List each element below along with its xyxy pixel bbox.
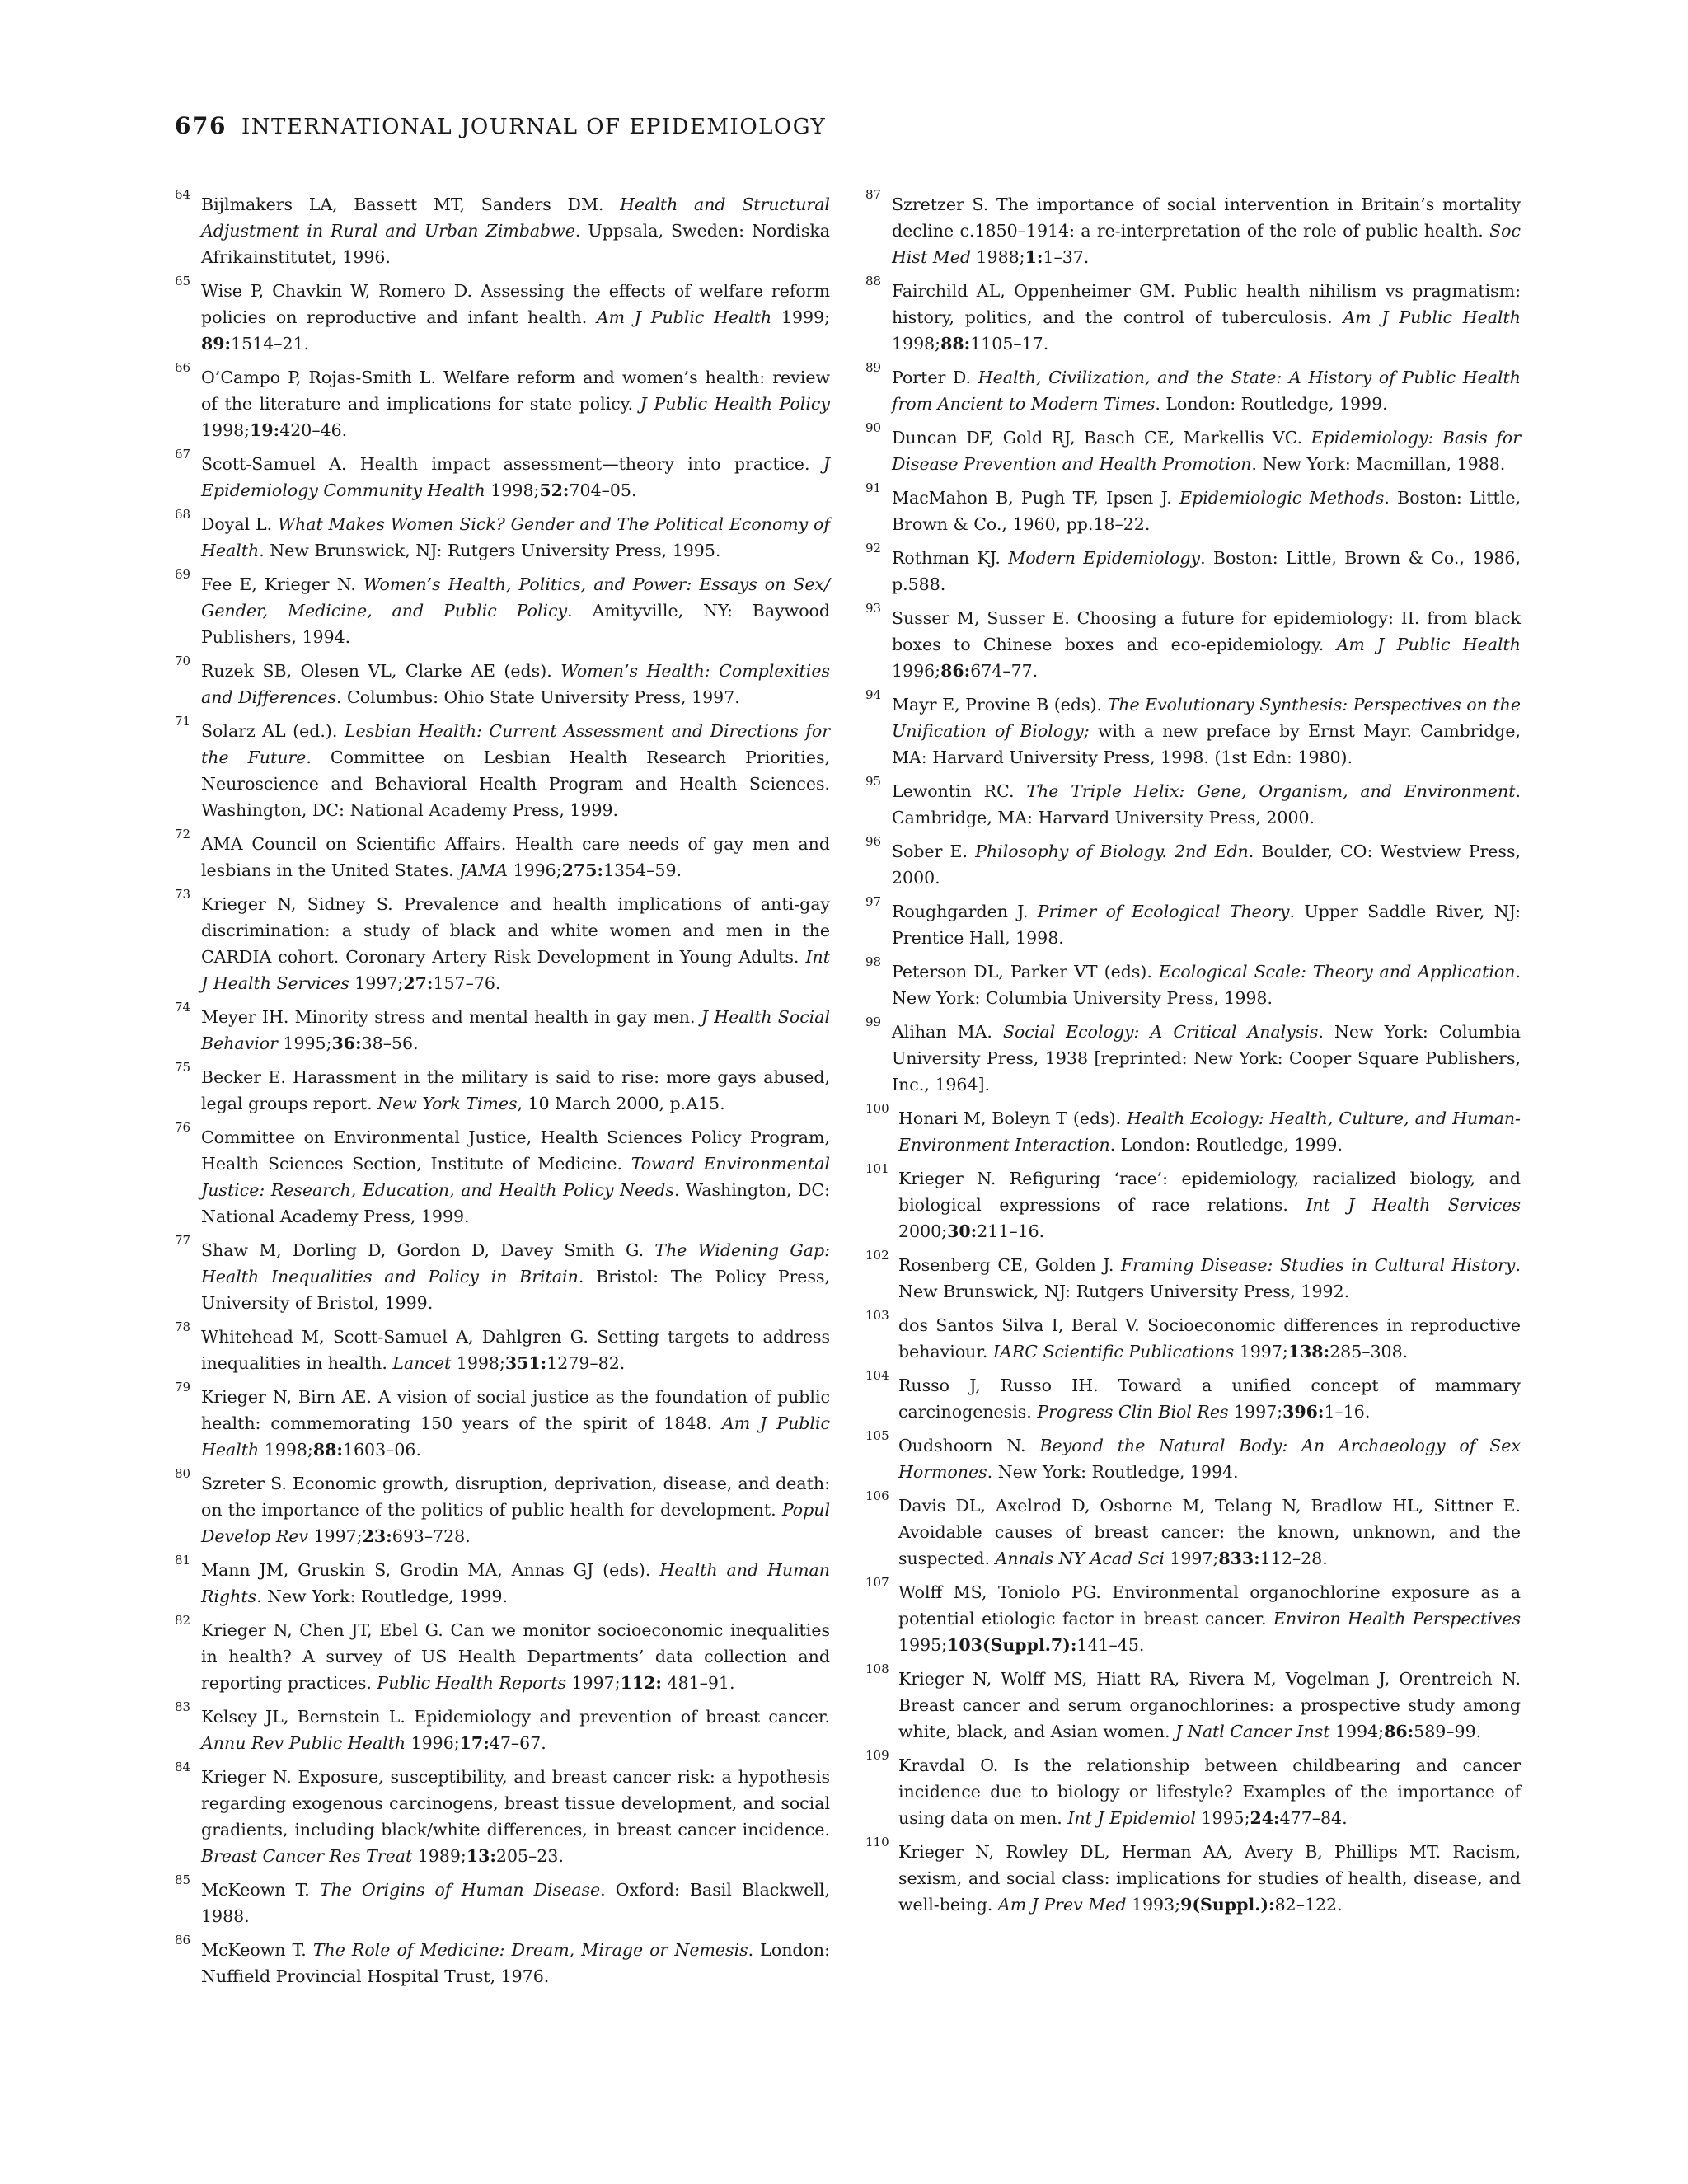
reference-entry: [175, 507, 830, 564]
reference-number: 68: [175, 507, 191, 522]
reference-text: Krieger N, Birn AE. A vision of social justice as the foundation of public health: commemorating 150 years of the spirit of 1848.: [201, 1387, 830, 1433]
reference-italic-text: Health and Structural Adjustment in Rural and Urban Zimbabwe: [201, 194, 830, 241]
reference-text: 1514–21.: [231, 334, 310, 354]
reference-text: . Amityville, NY: Baywood Publishers, 1994.: [201, 601, 830, 647]
reference-text: Fee E, Krieger N.: [201, 574, 363, 594]
reference-number: 72: [175, 827, 191, 841]
reference-number: 89: [865, 360, 882, 375]
reference-italic-text: Women’s Health: Complexities and Differences: [201, 661, 831, 707]
reference-text: . Boston: Little, Brown & Co., 1960, pp.18–22.: [892, 488, 1521, 534]
reference-entry: [865, 1308, 1521, 1365]
reference-volume: 86:: [1384, 1722, 1414, 1741]
reference-number: 75: [175, 1060, 191, 1075]
reference-number: 80: [175, 1466, 191, 1481]
reference-text: . Upper Saddle River, NJ: Prentice Hall, 1998.: [892, 902, 1521, 948]
reference-column-right: [865, 187, 1522, 1925]
reference-entry: [865, 687, 1522, 771]
reference-entry: [865, 187, 1521, 270]
reference-italic-text: Beyond the Natural Body: An Archaeology of Sex Hormones: [898, 1436, 1522, 1482]
reference-italic-text: Am J Public Health: [596, 307, 772, 327]
reference-number: 99: [865, 1015, 882, 1029]
reference-entry: [865, 834, 1521, 891]
reference-text: . Oxford: Basil Blackwell, 1988.: [201, 1880, 830, 1926]
reference-number: 105: [865, 1428, 889, 1443]
reference-number: 79: [175, 1380, 191, 1394]
reference-italic-text: New York Times: [377, 1094, 518, 1113]
reference-text: 704–05.: [569, 480, 637, 500]
reference-volume: 36:: [331, 1033, 362, 1053]
running-header: [175, 112, 826, 139]
reference-text: Scott-Samuel A. Health impact assessment—theory into practice.: [201, 454, 823, 474]
reference-text: Szretzer S. The importance of social intervention in Britain’s mortality decline c.1850–1914: a re-interpretation of the role of public health.: [892, 194, 1521, 241]
reference-number: 108: [865, 1661, 889, 1676]
reference-text: MacMahon B, Pugh TF, Ipsen J.: [892, 488, 1180, 508]
reference-column-left: [175, 187, 831, 1997]
reference-text: Solarz AL (ed.).: [201, 721, 345, 741]
reference-italic-text: Framing Disease: Studies in Cultural History: [1120, 1255, 1516, 1275]
reference-italic-text: Epidemiologic Methods: [1179, 488, 1385, 508]
reference-entry: [175, 1760, 830, 1869]
reference-number: 98: [865, 954, 882, 969]
reference-volume: 1:: [1025, 247, 1043, 267]
reference-text: 1997;: [1228, 1402, 1283, 1422]
reference-text: 1105–17.: [970, 334, 1049, 354]
reference-text: Rothman KJ.: [892, 548, 1009, 568]
reference-number: 83: [175, 1699, 191, 1714]
reference-text: dos Santos Silva I, Beral V. Socioeconomic differences in reproductive behaviour.: [898, 1315, 1521, 1361]
reference-entry: [175, 1380, 830, 1463]
reference-italic-text: J Public Health Policy: [640, 394, 830, 414]
reference-italic-text: Ecological Scale: Theory and Application: [1158, 962, 1516, 982]
reference-volume: 88:: [312, 1440, 343, 1460]
reference-text: 1989;: [412, 1846, 467, 1866]
reference-entry: [175, 1060, 830, 1117]
reference-text: 38–56.: [361, 1033, 419, 1053]
reference-entry: [175, 1120, 831, 1230]
reference-entry: [865, 1015, 1521, 1098]
reference-volume: 351:: [504, 1353, 547, 1373]
reference-entry: [175, 1233, 830, 1316]
reference-number: 73: [175, 887, 191, 902]
reference-number: 107: [865, 1575, 889, 1590]
reference-number: 64: [175, 187, 191, 202]
reference-italic-text: IARC Scientific Publications: [992, 1342, 1235, 1361]
reference-text: 1998;: [485, 480, 540, 500]
reference-entry: [175, 1933, 830, 1990]
reference-text: . Columbus: Ohio State University Press, 1997.: [335, 687, 740, 707]
reference-entry: [175, 887, 830, 996]
reference-italic-text: Health, Civilization, and the State: A History of Public Health from Ancient to Modern Times: [892, 368, 1521, 414]
reference-number: 87: [865, 187, 882, 202]
reference-text: 141–45.: [1076, 1635, 1145, 1655]
reference-text: 1997;: [566, 1673, 621, 1693]
reference-text: with a new preface by Ernst Mayr. Cambridge, MA: Harvard University Press, 1998. (1st Edn: 1980).: [892, 721, 1522, 767]
reference-text: . Uppsala, Sweden: Nordiska Afrikainstitutet, 1996.: [201, 221, 831, 267]
reference-text: 674–77.: [970, 661, 1039, 681]
reference-text: Krieger N. Exposure, susceptibility, and breast cancer risk: a hypothesis regarding exogenous carcinogens, breast tissue development, and social gradients, including black/white differences, in breast cancer incidence.: [201, 1767, 830, 1840]
reference-entry: [175, 1553, 830, 1610]
reference-italic-text: Women’s Health, Politics, and Power: Essays on Sex/ Gender, Medicine, and Public Policy: [201, 574, 830, 621]
reference-text: 1603–06.: [342, 1440, 421, 1460]
reference-number: 93: [865, 601, 882, 616]
reference-text: . New York: Columbia University Press, 1938 [reprinted: New York: Cooper Square Publishers, Inc., 1964].: [892, 1022, 1521, 1094]
reference-number: 110: [865, 1835, 889, 1849]
reference-volume: 112:: [620, 1673, 662, 1693]
reference-number: 70: [175, 654, 191, 668]
reference-text: 205–23.: [495, 1846, 564, 1866]
reference-number: 65: [175, 274, 191, 288]
reference-entry: [175, 714, 831, 823]
reference-text: . London: Routledge, 1999.: [1109, 1135, 1343, 1155]
reference-text: Krieger N, Rowley DL, Herman AA, Avery B, Phillips MT. Racism, sexism, and social class: implications for studies of health, disease, and well-being.: [898, 1842, 1521, 1915]
reference-italic-text: Int J Epidemiol: [1067, 1808, 1196, 1828]
reference-text: 112–28.: [1259, 1549, 1328, 1568]
reference-entry: [865, 1101, 1521, 1158]
reference-text: 1998;: [451, 1353, 505, 1373]
reference-text: 1–37.: [1043, 247, 1090, 267]
reference-text: . Bristol: The Policy Press, University of Bristol, 1999.: [201, 1267, 830, 1313]
reference-text: Oudshoorn N.: [898, 1436, 1040, 1455]
reference-number: 71: [175, 714, 191, 729]
reference-entry: [865, 360, 1521, 417]
reference-entry: [865, 1575, 1521, 1658]
reference-italic-text: Philosophy of Biology. 2nd Edn: [975, 841, 1249, 861]
reference-entry: [175, 1466, 830, 1549]
reference-volume: 103(Suppl.7):: [947, 1635, 1077, 1655]
reference-text: Meyer IH. Minority stress and mental health in gay men.: [201, 1007, 701, 1027]
reference-italic-text: The Origins of Human Disease: [319, 1880, 601, 1900]
reference-text: 1995;: [898, 1635, 948, 1655]
reference-number: 88: [865, 274, 882, 288]
reference-volume: 138:: [1287, 1342, 1330, 1361]
reference-number: 102: [865, 1248, 889, 1263]
reference-text: Kravdal O. Is the relationship between childbearing and cancer incidence due to biology or lifestyle? Examples of the importance of using data on men.: [898, 1755, 1521, 1828]
reference-text: 693–728.: [392, 1526, 471, 1546]
reference-text: . Cambridge, MA: Harvard University Press, 2000.: [892, 781, 1521, 827]
reference-number: 97: [865, 894, 882, 909]
reference-italic-text: Am J Public Health: [1343, 307, 1522, 327]
reference-text: . New York: Routledge, 1994.: [987, 1462, 1239, 1482]
reference-text: , 10 March 2000, p.A15.: [517, 1094, 725, 1113]
reference-text: 1999;: [771, 307, 830, 327]
reference-text: Krieger N. Refiguring ‘race’: epidemiology, racialized biology, and biological expressions of race relations.: [898, 1169, 1521, 1215]
reference-volume: 396:: [1282, 1402, 1325, 1422]
reference-text: Alihan MA.: [892, 1022, 1003, 1042]
reference-italic-text: Primer of Ecological Theory: [1037, 902, 1290, 921]
reference-italic-text: Int J Health Services: [1306, 1195, 1522, 1215]
reference-number: 84: [175, 1760, 191, 1774]
reference-entry: [865, 1661, 1521, 1745]
reference-text: 1354–59.: [603, 860, 682, 880]
reference-volume: 30:: [947, 1221, 978, 1241]
reference-text: 1988;: [970, 247, 1025, 267]
reference-text: Whitehead M, Scott-Samuel A, Dahlgren G. Setting targets to address inequalities in health.: [201, 1327, 830, 1373]
reference-italic-text: Popul Develop Rev: [201, 1500, 830, 1546]
reference-number: 82: [175, 1613, 191, 1628]
reference-number: 106: [865, 1488, 889, 1503]
reference-italic-text: Am J Public Health: [1336, 635, 1521, 654]
reference-text: 1996;: [406, 1733, 460, 1753]
reference-text: 211–16.: [977, 1221, 1045, 1241]
reference-text: . Committee on Lesbian Health Research Priorities, Neuroscience and Behavioral Health Program and Health Sciences. Washington, DC: National Academy Press, 1999.: [201, 748, 830, 820]
reference-entry: [175, 827, 830, 883]
reference-italic-text: JAMA: [459, 860, 509, 880]
reference-text: . New Brunswick, NJ: Rutgers University Press, 1995.: [259, 541, 721, 560]
reference-text: Roughgarden J.: [892, 902, 1038, 921]
reference-text: 1997;: [349, 973, 404, 993]
reference-volume: 24:: [1250, 1808, 1280, 1828]
reference-italic-text: Breast Cancer Res Treat: [201, 1846, 413, 1866]
reference-text: Szreter S. Economic growth, disruption, deprivation, disease, and death: on the importance of the politics of public health for development.: [201, 1474, 830, 1520]
reference-entry: [865, 1161, 1522, 1244]
reference-entry: [865, 601, 1521, 684]
reference-text: Krieger N, Wolff MS, Hiatt RA, Rivera M, Vogelman J, Orentreich N. Breast cancer and serum organochlorines: a prospective study among white, black, and Asian women.: [898, 1669, 1521, 1741]
reference-text: Fairchild AL, Oppenheimer GM. Public health nihilism vs pragmatism: history, politics, and the control of tuberculosis.: [892, 281, 1521, 327]
reference-text: 157–76.: [433, 973, 501, 993]
reference-text: 1998;: [259, 1440, 313, 1460]
reference-text: Doyal L.: [201, 514, 278, 534]
journal-title: INTERNATIONAL JOURNAL OF EPIDEMIOLOGY: [241, 115, 827, 139]
reference-entry: [175, 1872, 830, 1929]
reference-text: 1995;: [1195, 1808, 1250, 1828]
reference-volume: 52:: [539, 480, 570, 500]
reference-number: 104: [865, 1368, 889, 1383]
reference-text: 1997;: [1234, 1342, 1288, 1361]
reference-text: Sober E.: [892, 841, 976, 861]
reference-text: 589–99.: [1414, 1722, 1482, 1741]
reference-volume: 86:: [940, 661, 971, 681]
reference-entry: [865, 1835, 1521, 1918]
reference-entry: [865, 1488, 1521, 1572]
reference-italic-text: Environ Health Perspectives: [1273, 1609, 1521, 1629]
reference-entry: [175, 654, 831, 710]
reference-text: Krieger N, Sidney S. Prevalence and health implications of anti-gay discrimination: a study of black and white women and men in the CARDIA cohort. Coronary Artery Risk Development in Young Adults.: [201, 894, 830, 967]
reference-text: . New York: Macmillan, 1988.: [1251, 454, 1506, 474]
page-number: 676: [175, 112, 227, 139]
reference-italic-text: The Evolutionary Synthesis: Perspectives on the Unification of Biology;: [892, 695, 1521, 741]
reference-number: 96: [865, 834, 882, 849]
reference-volume: 17:: [459, 1733, 490, 1753]
reference-entry: [865, 1748, 1521, 1831]
reference-text: 1996;: [892, 661, 941, 681]
reference-text: Peterson DL, Parker VT (eds).: [892, 962, 1159, 982]
reference-text: Russo J, Russo IH. Toward a unified concept of mammary carcinogenesis.: [898, 1376, 1521, 1422]
reference-volume: 88:: [940, 334, 971, 354]
reference-italic-text: Social Ecology: A Critical Analysis: [1002, 1022, 1319, 1042]
reference-text: 285–308.: [1329, 1342, 1409, 1361]
reference-text: Becker E. Harassment in the military is said to rise: more gays abused, legal groups report.: [201, 1067, 830, 1113]
reference-text: 1997;: [307, 1526, 363, 1546]
reference-number: 100: [865, 1101, 889, 1116]
reference-number: 91: [865, 480, 882, 495]
reference-italic-text: Modern Epidemiology: [1008, 548, 1201, 568]
reference-italic-text: Annals NY Acad Sci: [995, 1549, 1165, 1568]
reference-entry: [175, 1699, 830, 1756]
reference-text: Wolff MS, Toniolo PG. Environmental organochlorine exposure as a potential etiologic factor in breast cancer.: [898, 1582, 1521, 1629]
reference-text: Duncan DF, Gold RJ, Basch CE, Markellis VC.: [892, 428, 1311, 448]
reference-entry: [865, 420, 1521, 477]
reference-text: 1279–82.: [546, 1353, 626, 1373]
reference-text: Ruzek SB, Olesen VL, Clarke AE (eds).: [201, 661, 561, 681]
reference-text: 82–122.: [1274, 1895, 1343, 1915]
reference-number: 92: [865, 541, 882, 555]
reference-text: Shaw M, Dorling D, Gordon D, Davey Smith G.: [201, 1240, 655, 1260]
reference-number: 85: [175, 1872, 191, 1887]
reference-entry: [175, 360, 830, 443]
reference-number: 78: [175, 1319, 191, 1334]
reference-text: . New York: Routledge, 1999.: [256, 1586, 508, 1606]
reference-text: Rosenberg CE, Golden J.: [898, 1255, 1121, 1275]
reference-number: 103: [865, 1308, 889, 1323]
reference-text: 1995;: [277, 1033, 332, 1053]
reference-entry: [175, 1319, 830, 1376]
reference-text: Susser M, Susser E. Choosing a future for epidemiology: II. from black boxes to Chinese boxes and eco-epidemiology.: [892, 608, 1521, 654]
reference-text: Wise P, Chavkin W, Romero D. Assessing the effects of welfare reform policies on reproductive and infant health.: [201, 281, 830, 327]
reference-volume: 89:: [201, 334, 232, 354]
reference-italic-text: J Natl Cancer Inst: [1175, 1722, 1330, 1741]
reference-number: 74: [175, 1000, 191, 1015]
reference-entry: [175, 1000, 831, 1057]
reference-entry: [865, 954, 1521, 1011]
reference-text: McKeown T.: [201, 1880, 320, 1900]
reference-text: Porter D.: [892, 368, 978, 387]
reference-volume: 27:: [403, 973, 434, 993]
reference-italic-text: Am J Public Health: [201, 1413, 830, 1460]
reference-text: Bijlmakers LA, Bassett MT, Sanders DM.: [201, 194, 621, 214]
reference-text: Krieger N, Chen JT, Ebel G. Can we monitor socioeconomic inequalities in health? A survey of US Health Departments’ data collection and reporting practices.: [201, 1620, 830, 1693]
reference-volume: 9(Suppl.):: [1180, 1895, 1275, 1915]
reference-entry: [865, 274, 1522, 357]
reference-volume: 13:: [466, 1846, 496, 1866]
reference-volume: 275:: [561, 860, 603, 880]
reference-italic-text: Am J Prev Med: [997, 1895, 1127, 1915]
reference-text: Committee on Environmental Justice, Health Sciences Policy Program, Health Sciences Section, Institute of Medicine.: [201, 1127, 830, 1174]
reference-italic-text: Annu Rev Public Health: [201, 1733, 406, 1753]
reference-italic-text: Int J Health Services: [201, 947, 830, 993]
reference-italic-text: The Triple Helix: Gene, Organism, and Environment: [1026, 781, 1516, 801]
reference-italic-text: The Role of Medicine: Dream, Mirage or Nemesis: [312, 1940, 748, 1960]
reference-italic-text: J Epidemiology Community Health: [201, 454, 830, 500]
reference-italic-text: Lancet: [392, 1353, 452, 1373]
reference-text: . New York: Columbia University Press, 1998.: [892, 962, 1521, 1008]
reference-number: 109: [865, 1748, 889, 1763]
reference-italic-text: The Widening Gap: Health Inequalities and Policy in Britain: [201, 1240, 830, 1286]
reference-number: 101: [865, 1161, 889, 1176]
reference-text: 2000;: [898, 1221, 948, 1241]
reference-text: 1996;: [508, 860, 562, 880]
reference-entry: [865, 480, 1521, 537]
reference-text: . New Brunswick, NJ: Rutgers University Press, 1992.: [898, 1255, 1522, 1301]
reference-italic-text: Epidemiology: Basis for Disease Prevention and Health Promotion: [892, 428, 1521, 474]
reference-italic-text: Health and Human Rights: [201, 1560, 830, 1606]
reference-entry: [865, 1428, 1522, 1485]
reference-italic-text: Soc Hist Med: [892, 221, 1521, 267]
reference-italic-text: Lesbian Health: Current Assessment and Directions for the Future: [201, 721, 831, 767]
reference-text: Davis DL, Axelrod D, Osborne M, Telang N, Bradlow HL, Sittner E. Avoidable causes of breast cancer: the known, unknown, and the suspected.: [898, 1496, 1521, 1568]
reference-text: 1994;: [1329, 1722, 1385, 1741]
reference-entry: [865, 1248, 1522, 1305]
reference-text: 477–84.: [1279, 1808, 1348, 1828]
reference-italic-text: Public Health Reports: [377, 1673, 566, 1693]
reference-italic-text: J Health Social Behavior: [201, 1007, 831, 1053]
reference-entry: [175, 447, 830, 504]
reference-number: 76: [175, 1120, 191, 1135]
reference-entry: [865, 1368, 1521, 1425]
reference-entry: [175, 187, 831, 270]
reference-text: Honari M, Boleyn T (eds).: [898, 1108, 1128, 1128]
reference-text: AMA Council on Scientific Affairs. Health care needs of gay men and lesbians in the United States.: [201, 834, 830, 880]
reference-volume: 833:: [1218, 1549, 1260, 1568]
reference-text: McKeown T.: [201, 1940, 313, 1960]
reference-italic-text: Health Ecology: Health, Culture, and Human-Environment Interaction: [898, 1108, 1521, 1155]
reference-text: 481–91.: [661, 1673, 735, 1693]
reference-italic-text: What Makes Women Sick? Gender and The Political Economy of Health: [201, 514, 830, 560]
reference-entry: [175, 1613, 830, 1696]
reference-text: Lewontin RC.: [892, 781, 1027, 801]
reference-entry: [865, 894, 1521, 951]
reference-number: 90: [865, 420, 882, 435]
reference-text: 1–16.: [1324, 1402, 1371, 1422]
reference-text: Mann JM, Gruskin S, Grodin MA, Annas GJ (eds).: [201, 1560, 660, 1580]
reference-number: 94: [865, 687, 882, 702]
reference-italic-text: Toward Environmental Justice: Research, Education, and Health Policy Needs: [201, 1154, 831, 1200]
reference-text: O’Campo P, Rojas-Smith L. Welfare reform and women’s health: review of the literature and implications for state policy.: [201, 368, 830, 414]
reference-text: 1998;: [892, 334, 941, 354]
reference-text: . London: Routledge, 1999.: [1155, 394, 1388, 414]
reference-number: 86: [175, 1933, 191, 1947]
reference-entry: [865, 774, 1521, 831]
reference-volume: 19:: [250, 420, 280, 440]
reference-text: Kelsey JL, Bernstein L. Epidemiology and prevention of breast cancer.: [201, 1707, 830, 1727]
reference-italic-text: Progress Clin Biol Res: [1037, 1402, 1229, 1422]
reference-entry: [175, 274, 830, 357]
reference-number: 67: [175, 447, 191, 462]
reference-entry: [865, 541, 1521, 598]
reference-text: 420–46.: [279, 420, 348, 440]
reference-number: 77: [175, 1233, 191, 1248]
reference-number: 95: [865, 774, 882, 789]
reference-volume: 23:: [362, 1526, 392, 1546]
reference-text: . Washington, DC: National Academy Press, 1999.: [201, 1180, 830, 1226]
reference-number: 81: [175, 1553, 191, 1568]
reference-number: 66: [175, 360, 191, 375]
reference-text: . Boston: Little, Brown & Co., 1986, p.588.: [892, 548, 1521, 594]
reference-text: Mayr E, Provine B (eds).: [892, 695, 1108, 715]
reference-number: 69: [175, 567, 191, 582]
reference-text: . Boulder, CO: Westview Press, 2000.: [892, 841, 1521, 888]
reference-text: 47–67.: [489, 1733, 546, 1753]
reference-text: 1997;: [1164, 1549, 1219, 1568]
reference-text: 1993;: [1126, 1895, 1181, 1915]
reference-text: . London: Nuffield Provincial Hospital Trust, 1976.: [201, 1940, 830, 1986]
reference-text: 1998;: [201, 420, 251, 440]
reference-entry: [175, 567, 830, 650]
